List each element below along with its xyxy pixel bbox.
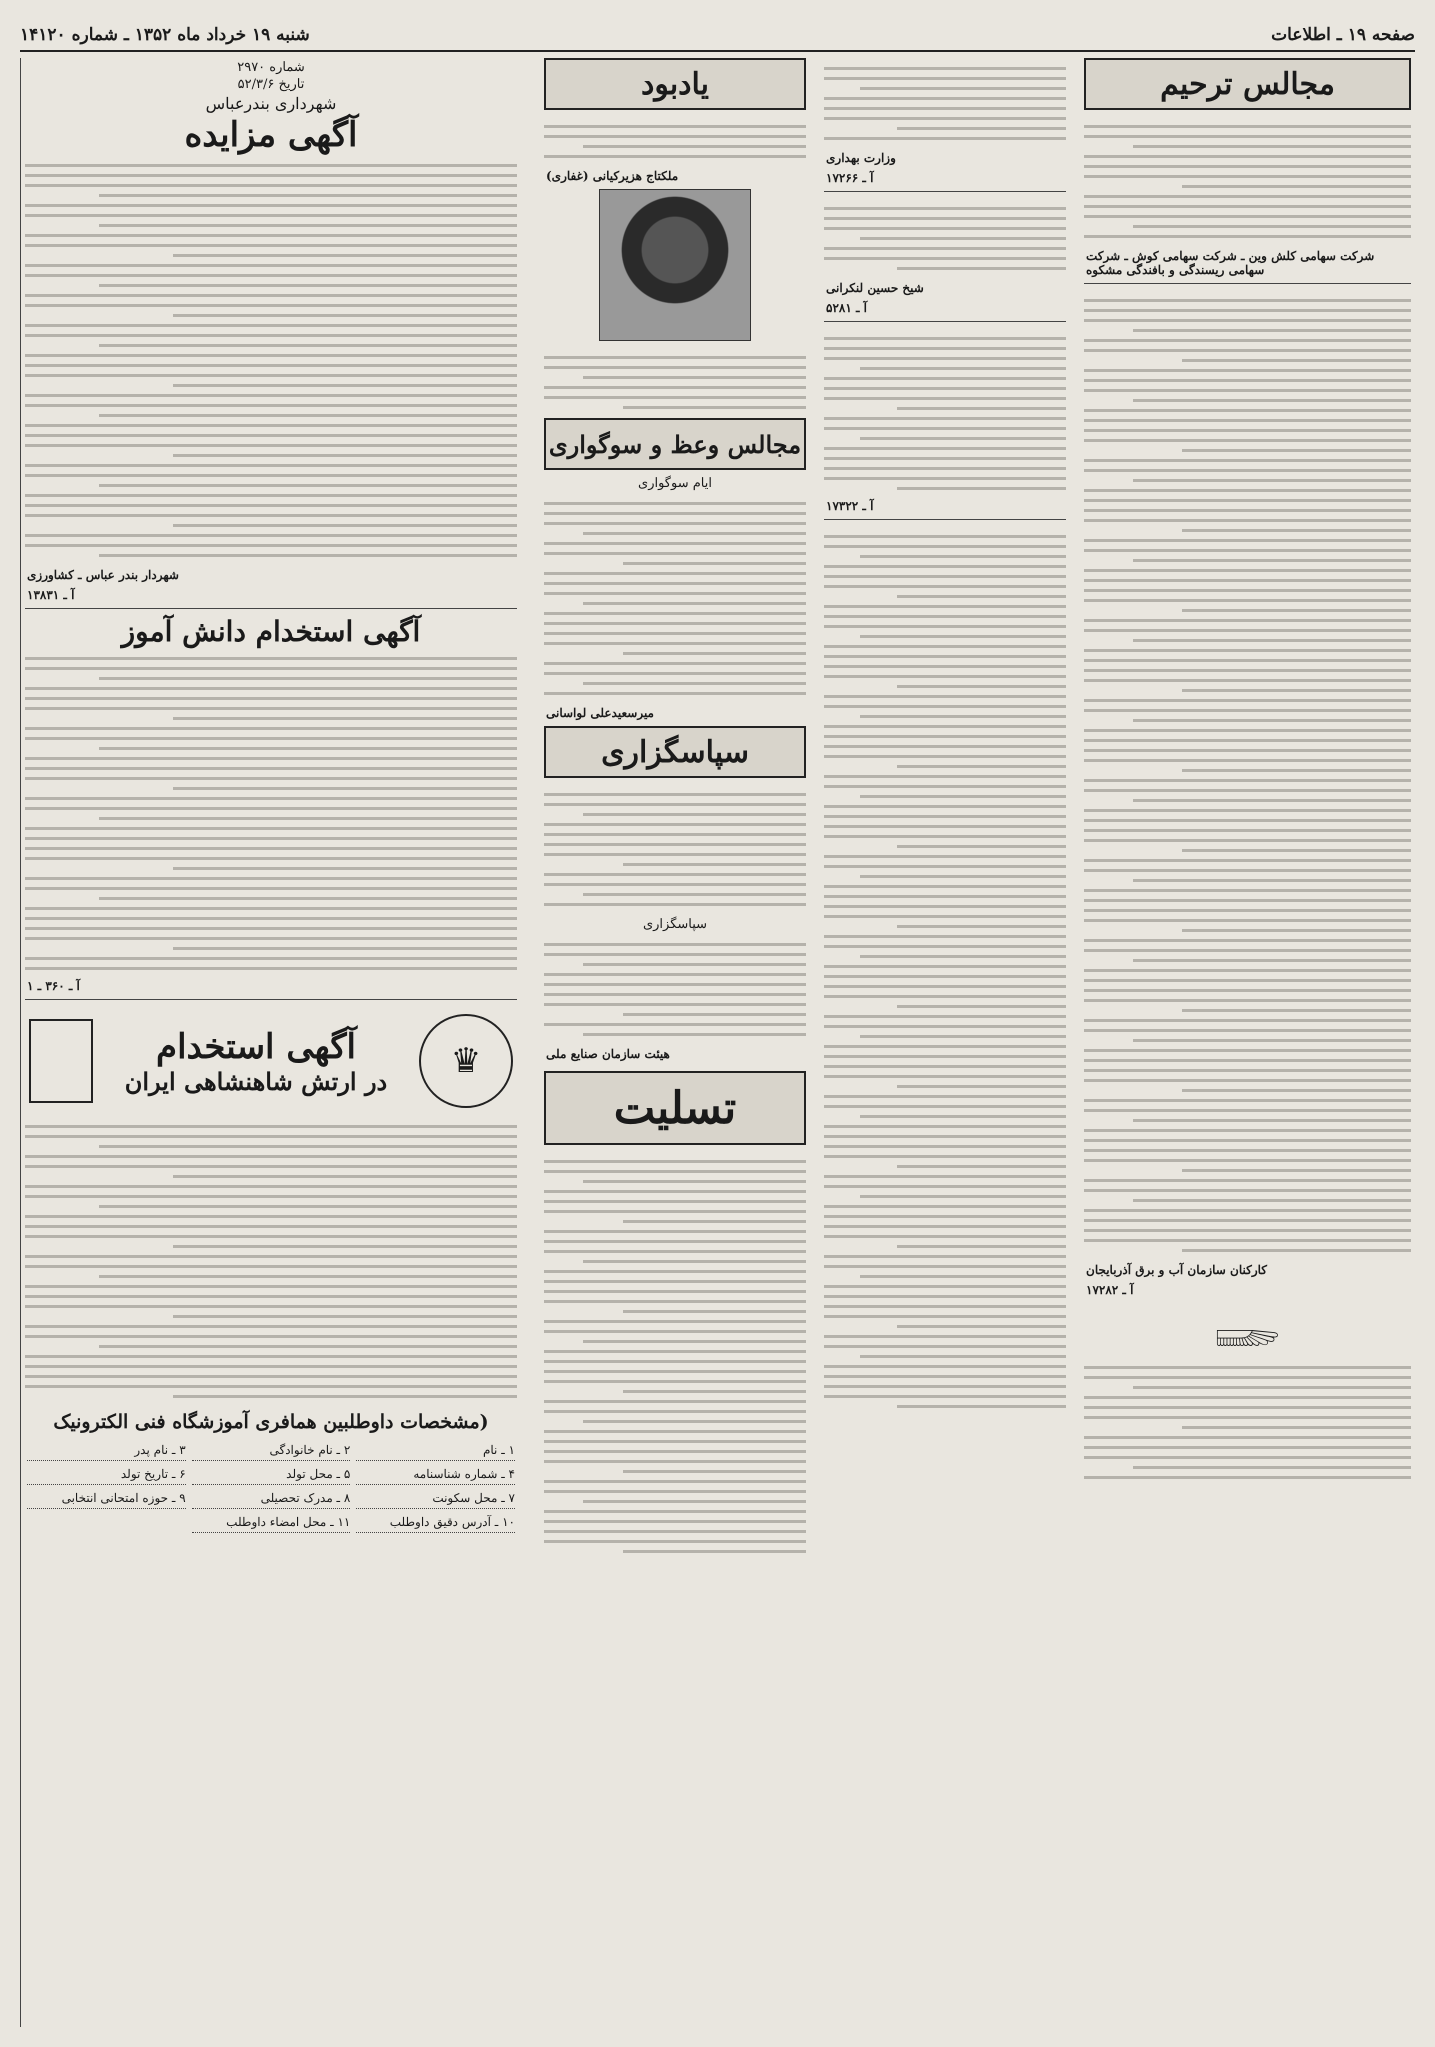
form-field: ۱۰ ـ آدرس دقیق داوطلب [356, 1515, 515, 1533]
condolence-id-2: آ ـ ۱۷۳۲۲ [826, 499, 874, 513]
auction-issuer: شهرداری بندرعباس [205, 94, 337, 113]
vaz-body [540, 493, 810, 704]
condolence-id-3: آ ـ ۱۷۲۶۶ [826, 171, 874, 185]
tarhim-body-1 [1080, 116, 1415, 247]
form-field: ۸ ـ مدرک تحصیلی [192, 1491, 351, 1509]
seal-icon [29, 1019, 93, 1103]
form-field: ۷ ـ محل سکونت [356, 1491, 515, 1509]
tasliyat-banner: تسلیت [544, 1071, 806, 1145]
thanks-body-2 [540, 934, 810, 1045]
army-hiring-title: آگهی استخدام [156, 1026, 356, 1067]
tarhim-signature-1: شرکت سهامی کلش وین ـ شرکت سهامی کوش ـ شرکت سهامی ریسندگی و بافندگی مشکوه [1086, 249, 1375, 277]
portrait-photo [599, 189, 751, 341]
vaz-banner: مجالس وعظ و سوگواری [544, 418, 806, 470]
thanks-banner: سپاسگزاری [544, 726, 806, 778]
faravahar-icon: 𓆃 [1215, 1310, 1280, 1356]
auction-title: آگهی مزایده [184, 115, 358, 155]
tarhim-body-3 [1080, 1357, 1415, 1488]
tarhim-body-2 [1080, 290, 1415, 1261]
student-hiring-body [21, 648, 521, 979]
thanks-signature: هیئت سازمان صنایع ملی [546, 1047, 670, 1061]
tarhim-signature-2: کارکنان سازمان آب و برق آذربایجان [1086, 1263, 1267, 1277]
yadbud-body-2 [540, 347, 810, 418]
condolence-sig-1: شیخ حسین لنکرانی [826, 281, 924, 295]
form-field: ۱۱ ـ محل امضاء داوطلب [192, 1515, 351, 1533]
tasliyat-body [540, 1151, 810, 1562]
condolence-body-1 [820, 58, 1070, 149]
tarhim-banner: مجالس ترحیم [1084, 58, 1411, 110]
form-field: ۱ ـ نام [356, 1443, 515, 1461]
thanks-body [540, 784, 810, 915]
form-field: ۹ ـ حوزه امتحانی انتخابی [27, 1491, 186, 1509]
form-field: ۴ ـ شماره شناسنامه [356, 1467, 515, 1485]
form-field: ۵ ـ محل تولد [192, 1467, 351, 1485]
form-field: ۳ ـ نام پدر [27, 1443, 186, 1461]
auction-body [21, 155, 521, 566]
thanks-subtitle: سپاسگزاری [642, 917, 708, 932]
crown-emblem-icon: ♛ [419, 1014, 513, 1108]
page-header [20, 20, 1415, 52]
tarhim-ad-id: آ ـ ۱۷۲۸۲ [1086, 1283, 1134, 1297]
middle-column [540, 58, 810, 2027]
yadbud-signature: ملکتاج هزیرکیانی (غفاری) [546, 169, 679, 183]
condolence-body-2 [820, 198, 1070, 279]
condolence-body-3 [820, 328, 1070, 499]
army-hiring-body [21, 1116, 521, 1407]
condolence-body-4 [820, 526, 1070, 1417]
condolence-id-1: آ ـ ۵۲۸۱ [826, 301, 867, 315]
army-hiring-header [21, 1006, 521, 1116]
vaz-subtitle: ایام سوگواری [638, 476, 712, 491]
student-hiring-title: آگهی استخدام دانش آموز [121, 615, 421, 648]
condolence-column [820, 58, 1070, 2027]
form-field: ۶ ـ تاریخ تولد [27, 1467, 186, 1485]
army-form [21, 1437, 521, 1539]
yadbud-body [540, 116, 810, 167]
army-form-title: (مشخصات داوطلبین همافری آموزشگاه فنی الکترونیک [53, 1411, 489, 1433]
left-column [20, 58, 521, 2027]
form-field: ۲ ـ نام خانوادگی [192, 1443, 351, 1461]
army-hiring-subtitle: در ارتش شاهنشاهی ایران [124, 1066, 388, 1096]
auction-number: شماره ۲۹۷۰ [237, 60, 305, 75]
auction-date: تاریخ ۵۲/۳/۶ [237, 77, 305, 92]
auction-signature: شهردار بندر عباس ـ کشاورزی [27, 568, 179, 582]
issue-date: شنبه ۱۹ خرداد ماه ۱۳۵۲ ـ شماره ۱۴۱۲۰ [20, 25, 310, 45]
vaz-signature: میرسعیدعلی لواسانی [546, 706, 654, 720]
auction-ad-id: آ ـ ۱۳۸۳۱ [27, 588, 75, 602]
page-label: صفحه ۱۹ ـ اطلاعات [1271, 25, 1415, 45]
yadbud-banner: یادبود [544, 58, 806, 110]
tarhim-column [1080, 58, 1415, 2027]
student-hiring-ad-id: آ ـ ۳۶۰ ـ ۱ [27, 979, 80, 993]
condolence-sig-2: وزارت بهداری [826, 151, 896, 165]
